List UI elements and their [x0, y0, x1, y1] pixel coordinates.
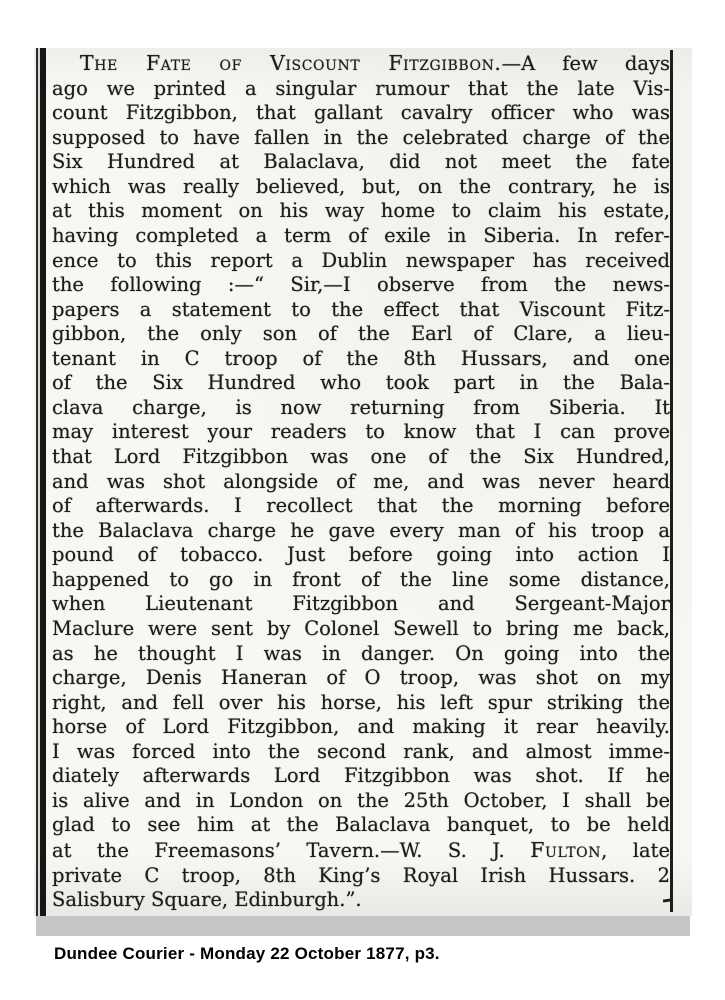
- article-line: tenant in C troop of the 8th Hussars, and one: [52, 346, 670, 370]
- article-line: Salisbury Square, Edinburgh.”.: [52, 888, 362, 912]
- article-line: Maclure were sent by Colonel Sewell to bring me back,: [52, 616, 670, 640]
- article-line: clava charge, is now returning from Siberia. It: [52, 395, 670, 419]
- article-line: supposed to have fallen in the celebrated charge of the: [52, 125, 670, 149]
- article-line: ence to this report a Dublin newspaper has received: [52, 248, 670, 272]
- source-caption: Dundee Courier - Monday 22 October 1877, p3.: [54, 944, 440, 963]
- small-caps-text: The Fate of Viscount Fitzgibbon.: [80, 51, 502, 75]
- article-line: glad to see him at the Balaclava banquet, to be held: [52, 813, 670, 837]
- article-line: as he thought I was in danger. On going into the: [52, 641, 670, 665]
- article-line: charge, Denis Haneran of O troop, was shot on my: [52, 666, 670, 690]
- article-line: Six Hundred at Balaclava, did not meet the fate: [52, 150, 670, 174]
- right-column-rule: [670, 50, 673, 912]
- article-line: the following :—“ Sir,—I observe from the news-: [52, 273, 670, 297]
- article-line: of the Six Hundred who took part in the Bala-: [52, 371, 670, 395]
- article-line: of afterwards. I recollect that the morning before: [52, 494, 670, 518]
- article-line: at this moment on his way home to claim his estate,: [52, 199, 670, 223]
- article-line: ago we printed a singular rumour that the late Vis-: [52, 76, 670, 100]
- article-line: that Lord Fitzgibbon was one of the Six Hundred,: [52, 445, 670, 468]
- article-line: and was shot alongside of me, and was never heard: [52, 469, 670, 493]
- article-line: horse of Lord Fitzgibbon, and making it rear heavily.: [52, 715, 670, 739]
- small-caps-text: Fulton: [530, 838, 602, 862]
- article-line: which was really believed, but, on the contrary, he is: [52, 174, 670, 198]
- article-line: count Fitzgibbon, that gallant cavalry officer who was: [52, 101, 670, 125]
- article-line: happened to go in front of the line some distance,: [52, 567, 670, 591]
- article-line: having completed a term of exile in Siberia. In refer-: [52, 223, 670, 247]
- article-line: private C troop, 8th King’s Royal Irish Hussars. 2: [52, 863, 670, 887]
- article-text: [52, 51, 670, 913]
- article-line: may interest your readers to know that I can prove: [52, 420, 670, 444]
- article-line: I was forced into the second rank, and almost imme-: [52, 739, 670, 763]
- article-line: at the Freemasons’ Tavern.—W. S. J. Fulton, late: [52, 838, 670, 862]
- left-column-rule: [36, 48, 46, 916]
- article-line: diately afterwards Lord Fitzgibbon was shot. If he: [52, 764, 670, 788]
- article-line: when Lieutenant Fitzgibbon and Sergeant-Major: [52, 592, 670, 616]
- article-line: papers a statement to the effect that Viscount Fitz-: [52, 297, 670, 321]
- article-line: the Balaclava charge he gave every man of his troop a: [52, 518, 670, 542]
- article-line: pound of tobacco. Just before going into action I: [52, 543, 670, 567]
- article-line: right, and fell over his horse, his left spur striking the: [52, 690, 670, 714]
- clipping-shadow-band: [36, 916, 690, 936]
- article-line: gibbon, the only son of the Earl of Clare, a lieu-: [52, 322, 670, 346]
- article-line: The Fate of Viscount Fitzgibbon.—A few days: [80, 51, 670, 75]
- article-line: is alive and in London on the 25th October, I shall be: [52, 788, 670, 812]
